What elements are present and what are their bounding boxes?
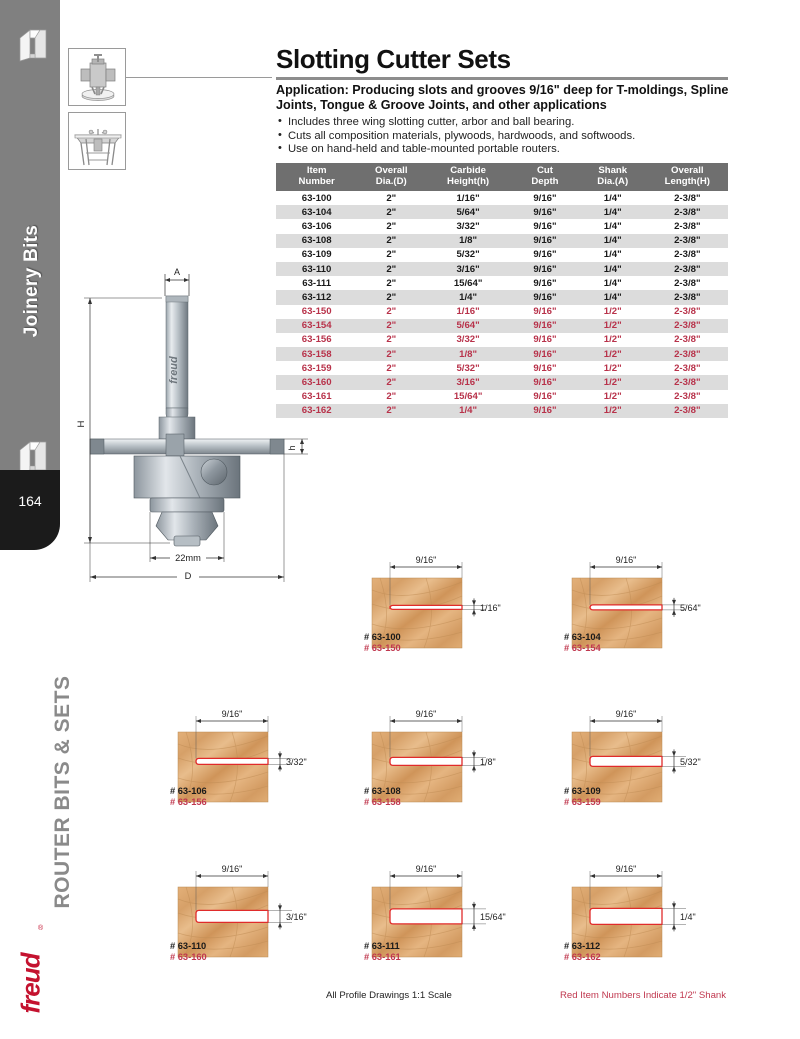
profile-item-labels (170, 786, 207, 809)
cell-cut-depth: 9/16" (511, 290, 579, 304)
registered-mark: ® (38, 925, 44, 932)
profile-item-labels (564, 941, 601, 964)
cell-overall-dia: 2" (386, 192, 397, 204)
freud-logo (8, 925, 54, 1014)
cell-cut-depth: 9/16" (533, 192, 557, 204)
cell-overall-length: 2-3/8" (674, 249, 701, 261)
footer-red-note: Red Item Numbers Indicate 1/2" Shank (560, 990, 727, 1001)
cell-carbide-height: 15/64" (453, 391, 483, 403)
cell-overall-dia: 2" (357, 290, 425, 304)
table-row (276, 290, 728, 304)
profile-item-red: # 63-161 (364, 952, 401, 963)
profile-drawing (562, 855, 737, 980)
cell-item-number: 63-111 (302, 277, 332, 289)
cell-carbide-height: 3/32" (456, 334, 480, 346)
cutter-assembly-drawing (62, 262, 312, 592)
profile-item-red: # 63-154 (564, 643, 601, 654)
cell-overall-length: 2-3/8" (647, 404, 728, 418)
column-header-carbide-height: Carbide Height(h) (425, 163, 511, 191)
table-row (276, 361, 728, 375)
cell-overall-dia: 2" (357, 205, 425, 219)
profile-width-label: 9/16" (415, 864, 437, 874)
profile-item-black: # 63-110 (170, 941, 207, 951)
cell-shank-dia: 1/4" (603, 249, 622, 261)
profile-drawing (562, 700, 737, 825)
table-row (276, 205, 728, 219)
sidebar-category-band (0, 0, 60, 470)
profile-item-labels (364, 786, 401, 809)
cell-overall-dia: 2" (386, 306, 397, 318)
profile-item-black: # 63-109 (564, 786, 601, 796)
cell-overall-length: 2-3/8" (647, 375, 728, 389)
cell-shank-dia: 1/4" (579, 290, 647, 304)
cell-cut-depth: 9/16" (533, 391, 557, 403)
profile-item-black: # 63-112 (564, 941, 601, 951)
dim-label-h: h (287, 445, 297, 451)
profile-item-red: # 63-162 (564, 952, 601, 963)
profile-item-black: # 63-108 (364, 786, 401, 796)
cell-overall-dia: 2" (357, 319, 425, 333)
page-number: 164 (18, 493, 42, 509)
cell-cut-depth: 9/16" (511, 347, 579, 361)
cell-item-number: 63-104 (276, 205, 357, 219)
profile-height-label: 1/8" (480, 756, 496, 767)
handheld-router-icon-box (68, 48, 126, 106)
page-number-tab (0, 470, 60, 550)
cell-shank-dia: 1/2" (603, 306, 622, 318)
cell-overall-dia: 2" (386, 249, 397, 261)
cell-overall-dia: 2" (386, 362, 397, 374)
profile-height-label: 3/16" (286, 911, 307, 922)
cell-cut-depth: 9/16" (511, 205, 579, 219)
cell-shank-dia: 1/4" (603, 277, 622, 289)
cell-cut-depth: 9/16" (511, 404, 579, 418)
profile-height-label: 3/32" (286, 756, 307, 767)
table-row (276, 404, 728, 418)
cell-item-number: 63-158 (276, 347, 357, 361)
shank-brand: freud (168, 356, 180, 384)
column-header-shank-dia: Shank Dia.(A) (579, 163, 647, 191)
cell-cut-depth: 9/16" (533, 306, 557, 318)
cell-overall-length: 2-3/8" (674, 362, 701, 374)
table-row (276, 276, 728, 290)
cell-overall-length: 2-3/8" (674, 192, 701, 204)
router-table-icon (69, 113, 127, 171)
cell-overall-length: 2-3/8" (647, 290, 728, 304)
profile-width-label: 9/16" (221, 709, 243, 719)
cell-cut-depth: 9/16" (511, 375, 579, 389)
cell-carbide-height: 1/4" (425, 404, 511, 418)
profile-drawing (168, 855, 343, 980)
book-icon-lower (18, 440, 48, 474)
cell-overall-length: 2-3/8" (647, 205, 728, 219)
profile-drawing (362, 855, 537, 980)
profile-drawing (362, 700, 537, 825)
profile-height-label: 1/4" (680, 911, 696, 922)
cell-overall-length: 2-3/8" (647, 347, 728, 361)
table-row (276, 375, 728, 389)
profile-width-label: 9/16" (415, 709, 437, 719)
dim-label-22mm: 22mm (175, 553, 201, 563)
cell-item-number: 63-108 (276, 234, 357, 248)
column-header-overall-length: Overall Length(H) (647, 163, 728, 191)
cell-shank-dia: 1/2" (603, 362, 622, 374)
profile-item-labels (364, 941, 401, 964)
cell-cut-depth: 9/16" (533, 277, 557, 289)
cell-carbide-height: 1/8" (425, 347, 511, 361)
profile-item-red: # 63-160 (170, 952, 207, 963)
profile-item-red: # 63-159 (564, 797, 601, 808)
cell-cut-depth: 9/16" (511, 319, 579, 333)
cell-carbide-height: 5/32" (456, 249, 480, 261)
profile-width-label: 9/16" (415, 555, 437, 565)
cell-overall-dia: 2" (386, 277, 397, 289)
cell-carbide-height: 5/64" (425, 205, 511, 219)
cell-shank-dia: 1/2" (603, 334, 622, 346)
cell-item-number: 63-161 (301, 391, 332, 403)
cell-carbide-height: 1/4" (425, 290, 511, 304)
cell-overall-length: 2-3/8" (674, 277, 701, 289)
bullet-item: • Cuts all composition materials, plywoods, hardwoods, and softwoods. (278, 130, 728, 144)
cell-item-number: 63-156 (301, 334, 332, 346)
profile-item-black: # 63-100 (364, 632, 401, 642)
table-row (276, 191, 728, 205)
handheld-router-icon (69, 49, 127, 107)
table-row (276, 234, 728, 248)
table-row (276, 390, 728, 404)
footer-scale-note: All Profile Drawings 1:1 Scale (326, 990, 452, 1001)
profile-height-label: 1/16" (480, 602, 501, 613)
cell-carbide-height: 15/64" (453, 277, 483, 289)
dim-label-D: D (184, 571, 192, 581)
page-title: Slotting Cutter Sets (276, 44, 511, 74)
profile-item-red: # 63-156 (170, 797, 207, 808)
cell-item-number: 63-106 (301, 220, 332, 232)
bullet-item: • Includes three wing slotting cutter, arbor and ball bearing. (278, 116, 728, 130)
profile-item-labels (564, 786, 601, 809)
profile-drawing (562, 546, 737, 671)
cell-shank-dia: 1/4" (579, 205, 647, 219)
cell-cut-depth: 9/16" (533, 220, 557, 232)
cell-carbide-height: 1/16" (456, 306, 480, 318)
cell-item-number: 63-112 (276, 290, 357, 304)
table-row (276, 305, 728, 319)
profile-height-label: 5/32" (680, 756, 701, 767)
cell-overall-length: 2-3/8" (674, 334, 701, 346)
application-text: Application: Producing slots and grooves 9/16" deep for T-moldings, Spline Joints, Tongue & Groove Joints, and other applications (276, 83, 729, 112)
dim-label-A: A (173, 267, 181, 277)
cell-cut-depth: 9/16" (511, 234, 579, 248)
cell-shank-dia: 1/2" (603, 391, 622, 403)
table-row (276, 333, 728, 347)
cell-carbide-height: 3/16" (425, 262, 511, 276)
profile-width-label: 9/16" (615, 709, 637, 719)
sidebar-category-label: Joinery Bits (21, 224, 42, 338)
table-row (276, 248, 728, 262)
profile-item-labels (364, 632, 401, 655)
cell-item-number: 63-160 (276, 375, 357, 389)
book-icon (18, 28, 48, 62)
table-body (276, 191, 728, 418)
freud-logo-text: freud (15, 953, 46, 1014)
profile-item-black: # 63-106 (170, 786, 207, 796)
cell-carbide-height: 1/16" (456, 192, 480, 204)
cell-overall-dia: 2" (386, 391, 397, 403)
profile-item-red: # 63-150 (364, 643, 401, 654)
cell-item-number: 63-109 (301, 249, 332, 261)
cell-item-number: 63-159 (301, 362, 332, 374)
table-row (276, 262, 728, 276)
cell-overall-length: 2-3/8" (674, 391, 701, 403)
column-header-overall-dia: Overall Dia.(D) (357, 163, 425, 191)
cell-cut-depth: 9/16" (533, 362, 557, 374)
cell-carbide-height: 5/32" (456, 362, 480, 374)
cell-item-number: 63-110 (276, 262, 357, 276)
profile-item-red: # 63-158 (364, 797, 401, 808)
column-header-item-number: Item Number (276, 163, 357, 191)
cell-carbide-height: 1/8" (425, 234, 511, 248)
profile-width-label: 9/16" (221, 864, 243, 874)
cell-overall-dia: 2" (386, 220, 397, 232)
icon-leader-line (126, 77, 272, 78)
cell-cut-depth: 9/16" (511, 262, 579, 276)
cell-overall-length: 2-3/8" (674, 306, 701, 318)
dim-label-H: H (76, 420, 87, 428)
cell-overall-dia: 2" (357, 375, 425, 389)
profile-drawing (168, 700, 343, 825)
table-header-row (276, 163, 728, 191)
cell-item-number: 63-154 (276, 319, 357, 333)
cell-overall-dia: 2" (386, 334, 397, 346)
profile-item-labels (564, 632, 601, 655)
cell-shank-dia: 1/4" (579, 234, 647, 248)
feature-bullets (278, 116, 728, 157)
cell-overall-length: 2-3/8" (647, 262, 728, 276)
cell-shank-dia: 1/4" (579, 262, 647, 276)
cell-overall-length: 2-3/8" (647, 319, 728, 333)
cell-overall-length: 2-3/8" (647, 234, 728, 248)
profile-height-label: 5/64" (680, 602, 701, 613)
table-row (276, 347, 728, 361)
profile-drawing (362, 546, 537, 671)
cell-cut-depth: 9/16" (533, 334, 557, 346)
cell-shank-dia: 1/2" (579, 319, 647, 333)
title-rule (276, 77, 728, 80)
specification-table (276, 163, 728, 418)
cell-item-number: 63-162 (276, 404, 357, 418)
cell-item-number: 63-100 (301, 192, 332, 204)
cell-shank-dia: 1/2" (579, 404, 647, 418)
profile-width-label: 9/16" (615, 555, 637, 565)
cell-overall-dia: 2" (357, 347, 425, 361)
cell-shank-dia: 1/2" (579, 347, 647, 361)
cell-overall-dia: 2" (357, 262, 425, 276)
table-row (276, 319, 728, 333)
cell-shank-dia: 1/4" (603, 220, 622, 232)
cell-shank-dia: 1/4" (603, 192, 622, 204)
bullet-item: • Use on hand-held and table-mounted portable routers. (278, 143, 728, 157)
cell-carbide-height: 3/16" (425, 375, 511, 389)
table-row (276, 219, 728, 233)
profile-item-labels (170, 941, 207, 964)
profile-item-black: # 63-111 (364, 941, 400, 951)
router-table-icon-box (68, 112, 126, 170)
cell-overall-dia: 2" (357, 234, 425, 248)
cell-overall-dia: 2" (357, 404, 425, 418)
profile-item-black: # 63-104 (564, 632, 601, 642)
sidebar-section-label: ROUTER BITS & SETS (51, 675, 74, 909)
cell-shank-dia: 1/2" (579, 375, 647, 389)
cell-carbide-height: 3/32" (456, 220, 480, 232)
profile-height-label: 15/64" (480, 911, 506, 922)
cell-cut-depth: 9/16" (533, 249, 557, 261)
cell-item-number: 63-150 (301, 306, 332, 318)
cell-carbide-height: 5/64" (425, 319, 511, 333)
profile-width-label: 9/16" (615, 864, 637, 874)
column-header-cut-depth: Cut Depth (511, 163, 579, 191)
cell-overall-length: 2-3/8" (674, 220, 701, 232)
